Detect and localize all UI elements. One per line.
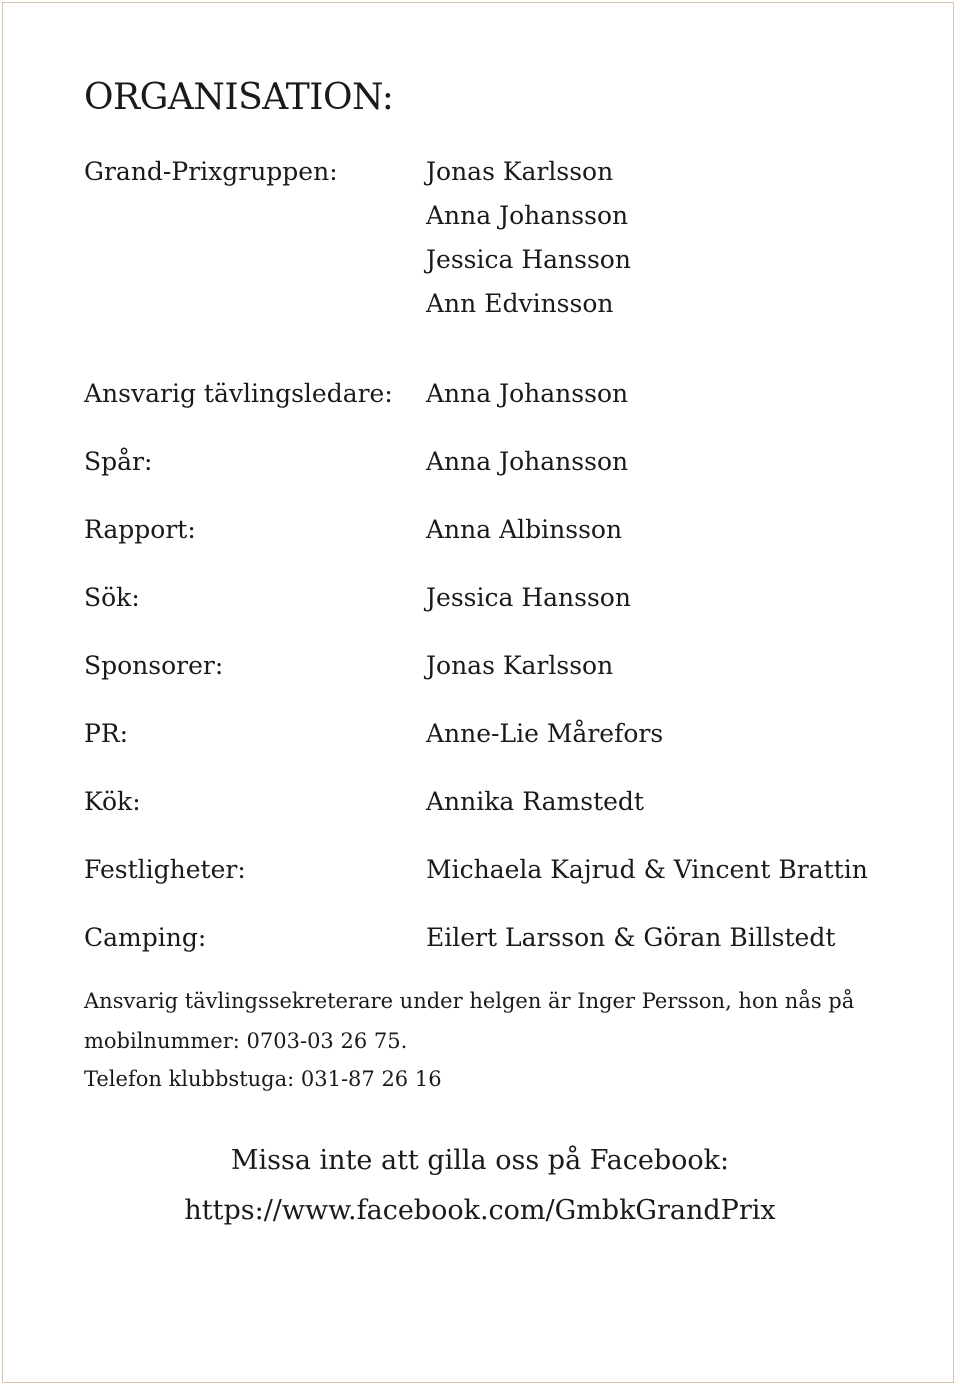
role-label: Spår: bbox=[84, 447, 153, 476]
role-label: Ansvarig tävlingsledare: bbox=[84, 379, 393, 408]
member-name: Anna Johansson bbox=[426, 379, 629, 408]
role-label: Camping: bbox=[84, 923, 207, 952]
member-name: Anne-Lie Mårefors bbox=[426, 719, 664, 748]
member-name: Jessica Hansson bbox=[426, 583, 631, 612]
member-name: Michaela Kajrud & Vincent Brattin bbox=[426, 855, 868, 884]
secretary-note-line-1: Ansvarig tävlingssekreterare under helgen är Inger Persson, hon nås på bbox=[84, 989, 855, 1013]
member-name: Ann Edvinsson bbox=[426, 289, 614, 318]
facebook-prompt: Missa inte att gilla oss på Facebook: bbox=[230, 1145, 730, 1176]
member-name: Annika Ramstedt bbox=[426, 787, 644, 816]
role-label: Festligheter: bbox=[84, 855, 246, 884]
secretary-note-line-2: mobilnummer: 0703-03 26 75. bbox=[84, 1029, 408, 1053]
member-name: Anna Albinsson bbox=[426, 515, 623, 544]
member-name: Jessica Hansson bbox=[426, 245, 631, 274]
member-name: Eilert Larsson & Göran Billstedt bbox=[426, 923, 836, 952]
role-label: Sök: bbox=[84, 583, 140, 612]
page-title: ORGANISATION: bbox=[84, 77, 394, 118]
role-names bbox=[426, 150, 631, 326]
member-name: Anna Johansson bbox=[426, 447, 629, 476]
clubhouse-phone: Telefon klubbstuga: 031-87 26 16 bbox=[84, 1067, 442, 1091]
role-label: Sponsorer: bbox=[84, 651, 224, 680]
member-name: Jonas Karlsson bbox=[426, 651, 614, 680]
facebook-link[interactable]: https://www.facebook.com/GmbkGrandPrix bbox=[184, 1195, 776, 1226]
role-label: PR: bbox=[84, 719, 129, 748]
role-label: Kök: bbox=[84, 787, 141, 816]
member-name: Jonas Karlsson bbox=[426, 157, 614, 186]
role-label: Grand-Prixgruppen: bbox=[84, 157, 338, 186]
member-name: Anna Johansson bbox=[426, 201, 629, 230]
role-label: Rapport: bbox=[84, 515, 196, 544]
